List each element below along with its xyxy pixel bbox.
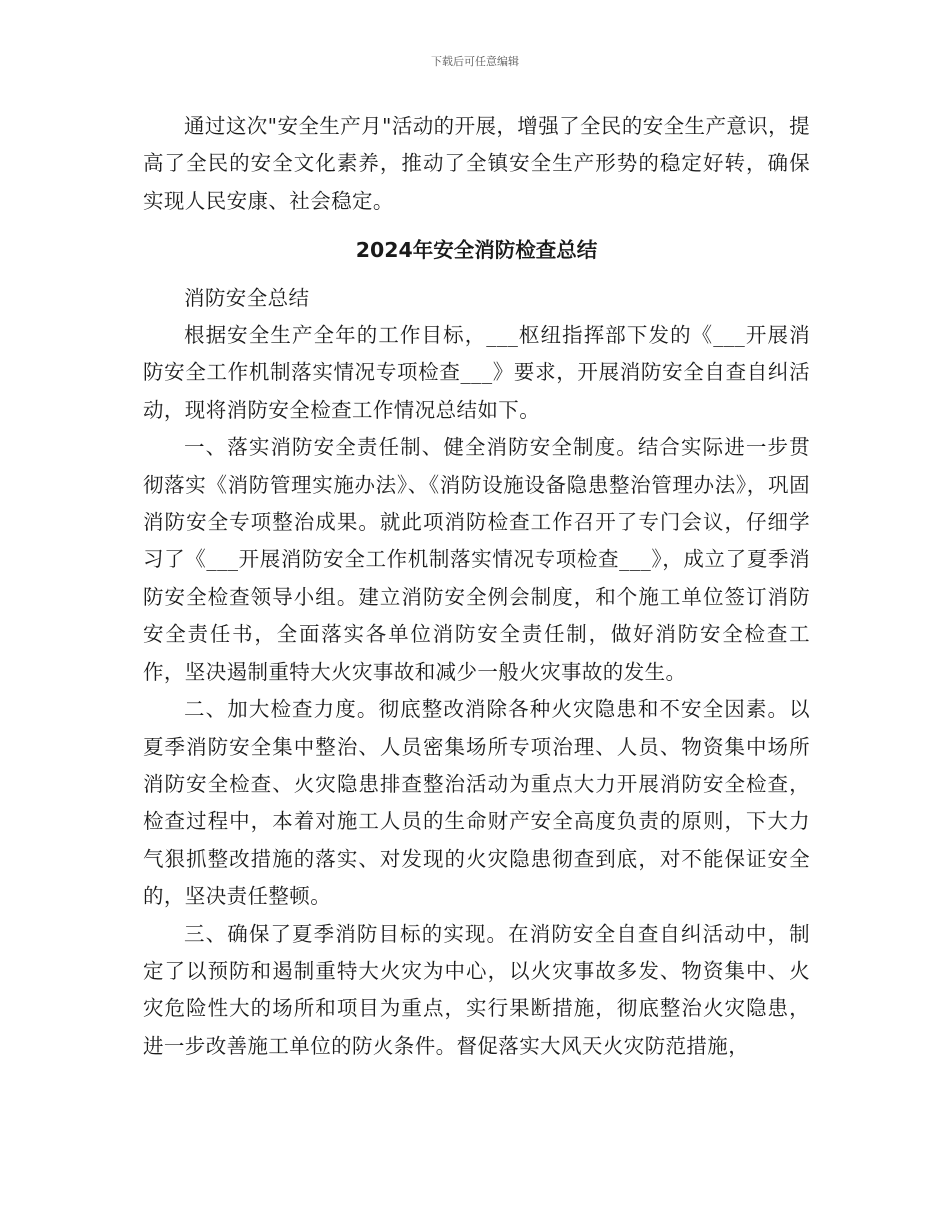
section-subtitle: 消防安全总结 bbox=[184, 285, 310, 310]
page-header: 下载后可任意编辑 bbox=[431, 55, 519, 68]
document-body bbox=[143, 108, 810, 1065]
intro-paragraph: 通过这次"安全生产月"活动的开展，增强了全民的安全生产意识，提高了全民的安全文化素养，推动了全镇安全生产形势的稳定好转，确保实现人民安康、社会稳定。 bbox=[143, 114, 810, 213]
document-title: 2024年安全消防检查总结 bbox=[355, 238, 598, 263]
body-paragraph-3: 二、加大检查力度。彻底整改消除各种火灾隐患和不安全因素。以夏季消防安全集中整治、人员密集场所专项治理、人员、物资集中场所消防安全检查、火灾隐患排查整治活动为重点大力开展消防安全检查，检查过程中，本着对施工人员的生命财产安全高度负责的原则，下大力气狠抓整改措施的落实、对发现的火灾隐患彻查到底，对不能保证安全的，坚决责任整顿。 bbox=[143, 697, 810, 909]
body-paragraph-4: 三、确保了夏季消防目标的实现。在消防安全自查自纠活动中，制定了以预防和遏制重特大火灾为中心，以火灾事故多发、物资集中、火灾危险性大的场所和项目为重点，实行果断措施，彻底整治火灾隐患，进一步改善施工单位的防火条件。督促落实大风天火灾防范措施， bbox=[143, 921, 810, 1058]
body-paragraph-2: 一、落实消防安全责任制、健全消防安全制度。结合实际进一步贯彻落实《消防管理实施办法》、《消防设施设备隐患整治管理办法》，巩固消防安全专项整治成果。就此项消防检查工作召开了专门会议，仔细学习了《___开展消防安全工作机制落实情况专项检查___》，成立了夏季消防安全检查领导小组。建立消防安全例会制度，和个施工单位签订消防安全责任书，全面落实各单位消防安全责任制，做好消防安全检查工作，坚决遏制重特大火灾事故和减少一般火灾事故的发生。 bbox=[143, 435, 810, 684]
body-paragraph-1: 根据安全生产全年的工作目标，___枢纽指挥部下发的《___开展消防安全工作机制落实情况专项检查___》要求，开展消防安全自查自纠活动，现将消防安全检查工作情况总结如下。 bbox=[143, 323, 810, 422]
